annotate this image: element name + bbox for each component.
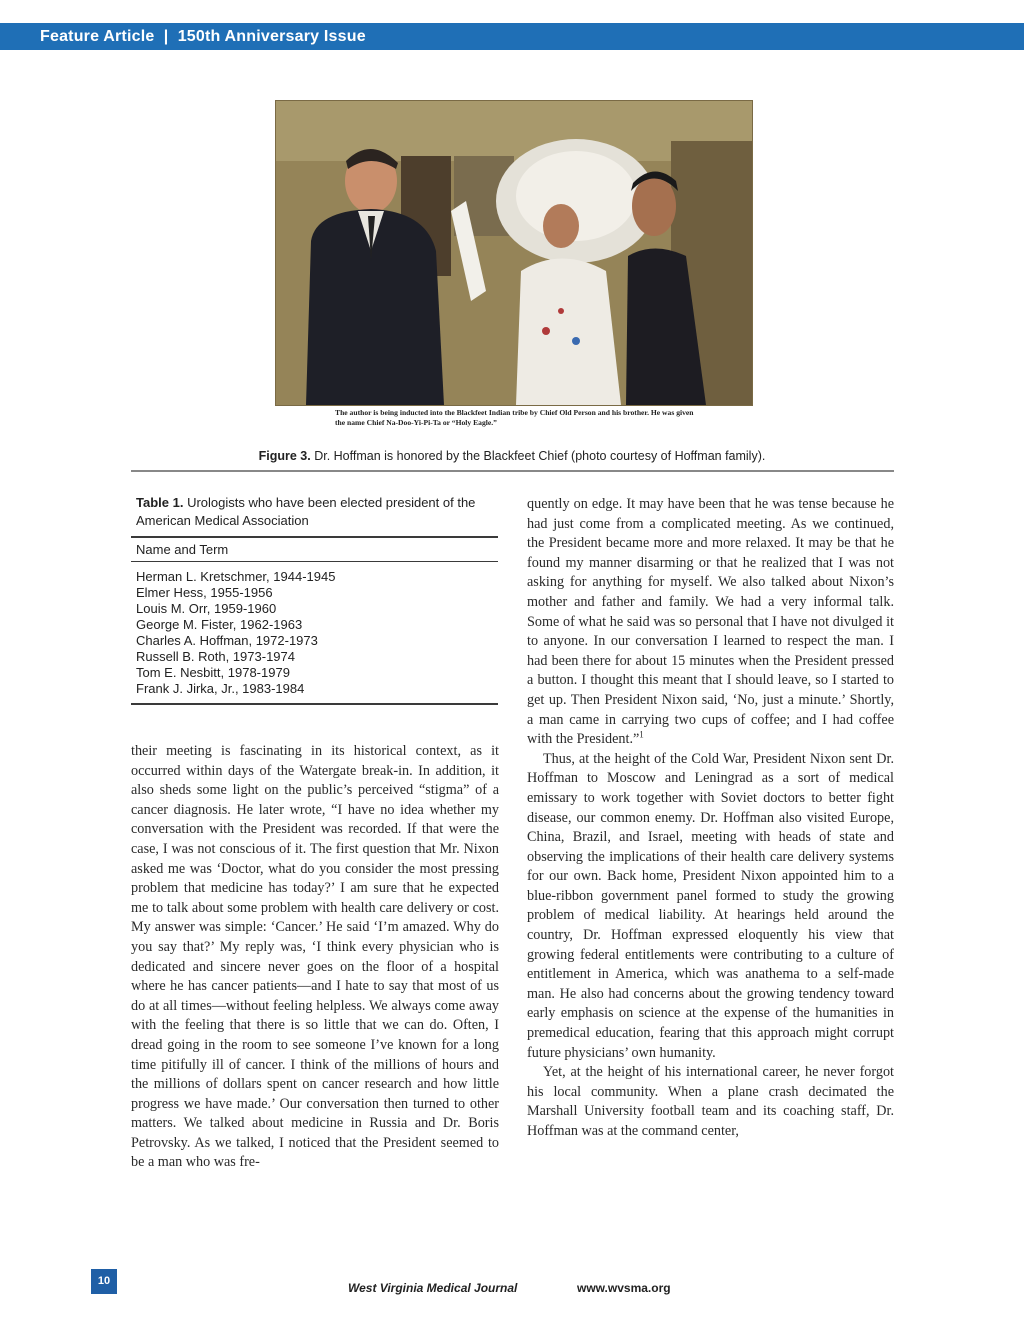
right-paragraph-2: Thus, at the height of the Cold War, President Nixon sent Dr. Hoffman to Moscow and Leningrad as a sort of medical emissary to work together with Soviet doctors to better fight disease, our common enemy. Dr. Hoffman also visited Europe, China, Brazil, and Israel, meeting with heads of state and observing the implications of their health care delivery systems for our own. Back home, President Nixon appointed him to a blue-ribbon government panel formed to study the growing problem of medical liability. At hearings held around the country, Dr. Hoffman expressed eloquently his view that growing federal entitlements were contributing to a culture of entitlement in America, which was anathema to a self-made man. He also had concerns about the growing tendency toward early emphasis on science at the expense of the humanities in premedical education, fearing that this approach might corrupt future physicians’ own humanity. — [527, 750, 894, 1061]
photo-caption: The author is being inducted into the Blackfeet Indian tribe by Chief Old Person and his brother. He was given the name Chief Na-Doo-Yi-Pi-Ta or “Holy Eagle.” — [335, 408, 694, 427]
header-bar — [0, 23, 1024, 50]
header-title: Feature Article | 150th Anniversary Issue — [40, 28, 366, 45]
table-row: Elmer Hess, 1955-1956 — [136, 585, 273, 600]
table-row: Charles A. Hoffman, 1972-1973 — [136, 633, 318, 648]
table-row: Herman L. Kretschmer, 1944-1945 — [136, 569, 336, 584]
reference-superscript: 1 — [639, 729, 644, 740]
right-paragraph-1 — [527, 495, 894, 750]
figure-photo — [275, 100, 753, 406]
journal-name: West Virginia Medical Journal — [348, 1281, 518, 1295]
table-row: George M. Fister, 1962-1963 — [136, 617, 303, 632]
table-row: Louis M. Orr, 1959-1960 — [136, 601, 277, 616]
figure-label: Figure 3. — [258, 449, 311, 463]
left-paragraph: their meeting is fascinating in its historical context, as it occurred within days of the Watergate break-in. In addition, it also sheds some light on the public’s perceived “stigma” of a cancer diagnosis. He later wrote, “I have no idea whether my conversation with the President was recorded. If that were the case, I was not conscious of it. The first question that Mr. Nixon asked me was ‘Doctor, what do you consider the most pressing problem that medicine has today?’ I am sure that he expected me to talk about some problem with health care delivery or cost. My answer was simple: ‘Cancer.’ He said ‘I’m amazed. Why do you say that?’ My reply was, ‘I think every physician who is dedicated and sincere never goes on the floor of a hospital where he has cancer patients—and I hate to say that most of us do at all times—without feeling helpless. We always come away with the feeling that there is so little that we can do. Often, I dread going in the room to see someone I’ve known for a long time pitifully ill of cancer. I think of the millions of hours and the millions of dollars spent on cancer research and how little progress we have made.’ Our conversation then turned to other matters. We talked about medicine in Russia and Dr. Boris Petrovsky. As we talked, I noticed that the President seemed to be a man who was fre- — [131, 743, 499, 1171]
table-row: Tom E. Nesbitt, 1978-1979 — [136, 665, 290, 680]
table-row: Russell B. Roth, 1973-1974 — [136, 649, 295, 664]
table-title — [131, 494, 498, 530]
right-paragraph-3: Yet, at the height of his international career, he never forgot his local community. When a plane crash decimated the Marshall University football team and its coaching staff, Dr. Hoffman was at the command center, — [527, 1064, 894, 1139]
table-bottom-rule — [131, 703, 498, 705]
left-column — [131, 742, 499, 1173]
page-number: 10 — [91, 1269, 117, 1294]
right-column — [527, 495, 894, 1142]
figure-caption — [0, 449, 1024, 463]
website-link[interactable]: www.wvsma.org — [577, 1281, 671, 1295]
table-title-text: Urologists who have been elected president of the American Medical Association — [136, 495, 476, 528]
table-label: Table 1. — [136, 495, 184, 510]
table-column-header: Name and Term — [136, 542, 229, 557]
induction-ceremony-photo — [276, 101, 752, 405]
figure-rule — [131, 470, 894, 472]
table-rows — [131, 562, 498, 703]
table-row: Frank J. Jirka, Jr., 1983-1984 — [136, 681, 305, 696]
table-1 — [131, 494, 498, 705]
figure-caption-text: Dr. Hoffman is honored by the Blackfeet Chief (photo courtesy of Hoffman family). — [310, 449, 766, 463]
right-paragraph-1-text: quently on edge. It may have been that he was tense because he had just come from a complicated meeting. As we continued, the President became more and more relaxed. It may be that he found my manner disarming or that he realized that I was not asking for anything for myself. We also talked about Nixon’s mother and father and family. We had a very informal talk. Some of what he said was so personal that I have not divulged it to anyone. In our conversation I learned to respect the man. I had been there for about 15 minutes when the President pressed a button. I thought this meant that I should leave, so I started to get up. Then President Nixon said, ‘No, just a minute.’ Shortly, a man came in carrying two cups of coffee; and I had coffee with the President.” — [527, 496, 894, 748]
